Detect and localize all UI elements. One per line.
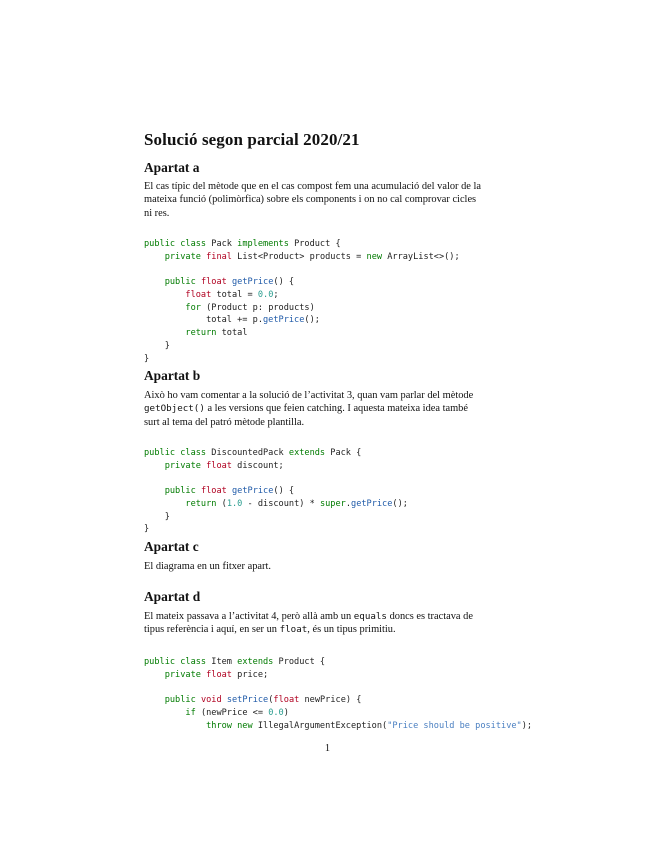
code-line: private float price;: [164, 669, 269, 680]
code-line: public void setPrice(float newPrice) {: [164, 695, 362, 705]
paragraph-line: [144, 402, 516, 415]
inline-code: equals: [353, 611, 387, 622]
code-line: [144, 681, 532, 694]
code-line: for (Product p: products): [185, 302, 315, 313]
code-line: }: [144, 340, 170, 351]
code-line: [144, 472, 408, 485]
code-line: return total: [185, 328, 248, 338]
code-line: throw new IllegalArgumentException("Price should be positive");: [206, 720, 533, 731]
section-d-paragraph: [144, 610, 516, 637]
code-line: total += p.getPrice();: [144, 315, 320, 326]
inline-code: getObject(): [144, 403, 205, 415]
paragraph-line: El cas típic del mètode que en el cas compost fem una acumulació del valor de la: [144, 181, 481, 192]
paragraph-line: mateixa funció (polimòrfica) sobre els components i on no cal comprovar cicles: [144, 194, 477, 206]
code-line: float total = 0.0;: [185, 289, 279, 300]
paragraph-line: [144, 623, 516, 636]
section-heading-d: Apartat d: [144, 589, 201, 604]
section-heading-b: Apartat b: [144, 368, 201, 383]
inline-code: float: [279, 624, 308, 636]
code-line: private float discount;: [164, 460, 284, 471]
document-title: Solució segon parcial 2020/21: [144, 130, 360, 149]
code-line: }: [144, 524, 150, 535]
paragraph-text: El mateix passava a l’activitat 4, però allà amb un: [144, 611, 354, 622]
paragraph-text: doncs es tractava de: [386, 611, 473, 622]
paragraph-line: Això ho vam comentar a la solució de l’activitat 3, quan vam parlar del mètode: [144, 390, 474, 401]
section-a-paragraph: [144, 180, 516, 220]
section-heading-a: Apartat a: [144, 160, 200, 175]
paragraph-line: surt al tema del patró mètode plantilla.: [144, 416, 305, 428]
code-line: public class Pack implements Product {: [144, 238, 341, 249]
code-line: public float getPrice() {: [164, 277, 295, 287]
code-line: public float getPrice() {: [164, 486, 295, 496]
section-b-paragraph: [144, 389, 516, 429]
section-c-paragraph: [144, 560, 516, 573]
paragraph-line: ni res.: [144, 207, 170, 219]
paragraph-line: [144, 610, 516, 623]
code-line: }: [144, 353, 150, 364]
paragraph-line: El diagrama en un fitxer apart.: [144, 561, 271, 572]
code-line: private final List<Product> products = new ArrayList<>();: [164, 251, 460, 262]
paragraph-text: tipus referència i aquí, en ser un: [144, 624, 280, 636]
code-block-pack: [144, 225, 460, 391]
paragraph-text: , és un tipus primitiu.: [307, 624, 396, 636]
code-line: if (newPrice <= 0.0): [185, 707, 289, 718]
section-heading-c: Apartat c: [144, 539, 199, 554]
code-line: }: [144, 511, 170, 522]
code-line: [144, 263, 460, 276]
code-block-item: [144, 643, 532, 758]
code-line: return (1.0 - discount) * super.getPrice();: [185, 498, 408, 509]
code-line: public class DiscountedPack extends Pack {: [144, 447, 362, 458]
page-number: 1: [324, 743, 331, 754]
paragraph-text: a les versions que feien catching. I aquesta mateixa idea també: [204, 403, 468, 415]
code-line: public class Item extends Product {: [144, 656, 326, 667]
